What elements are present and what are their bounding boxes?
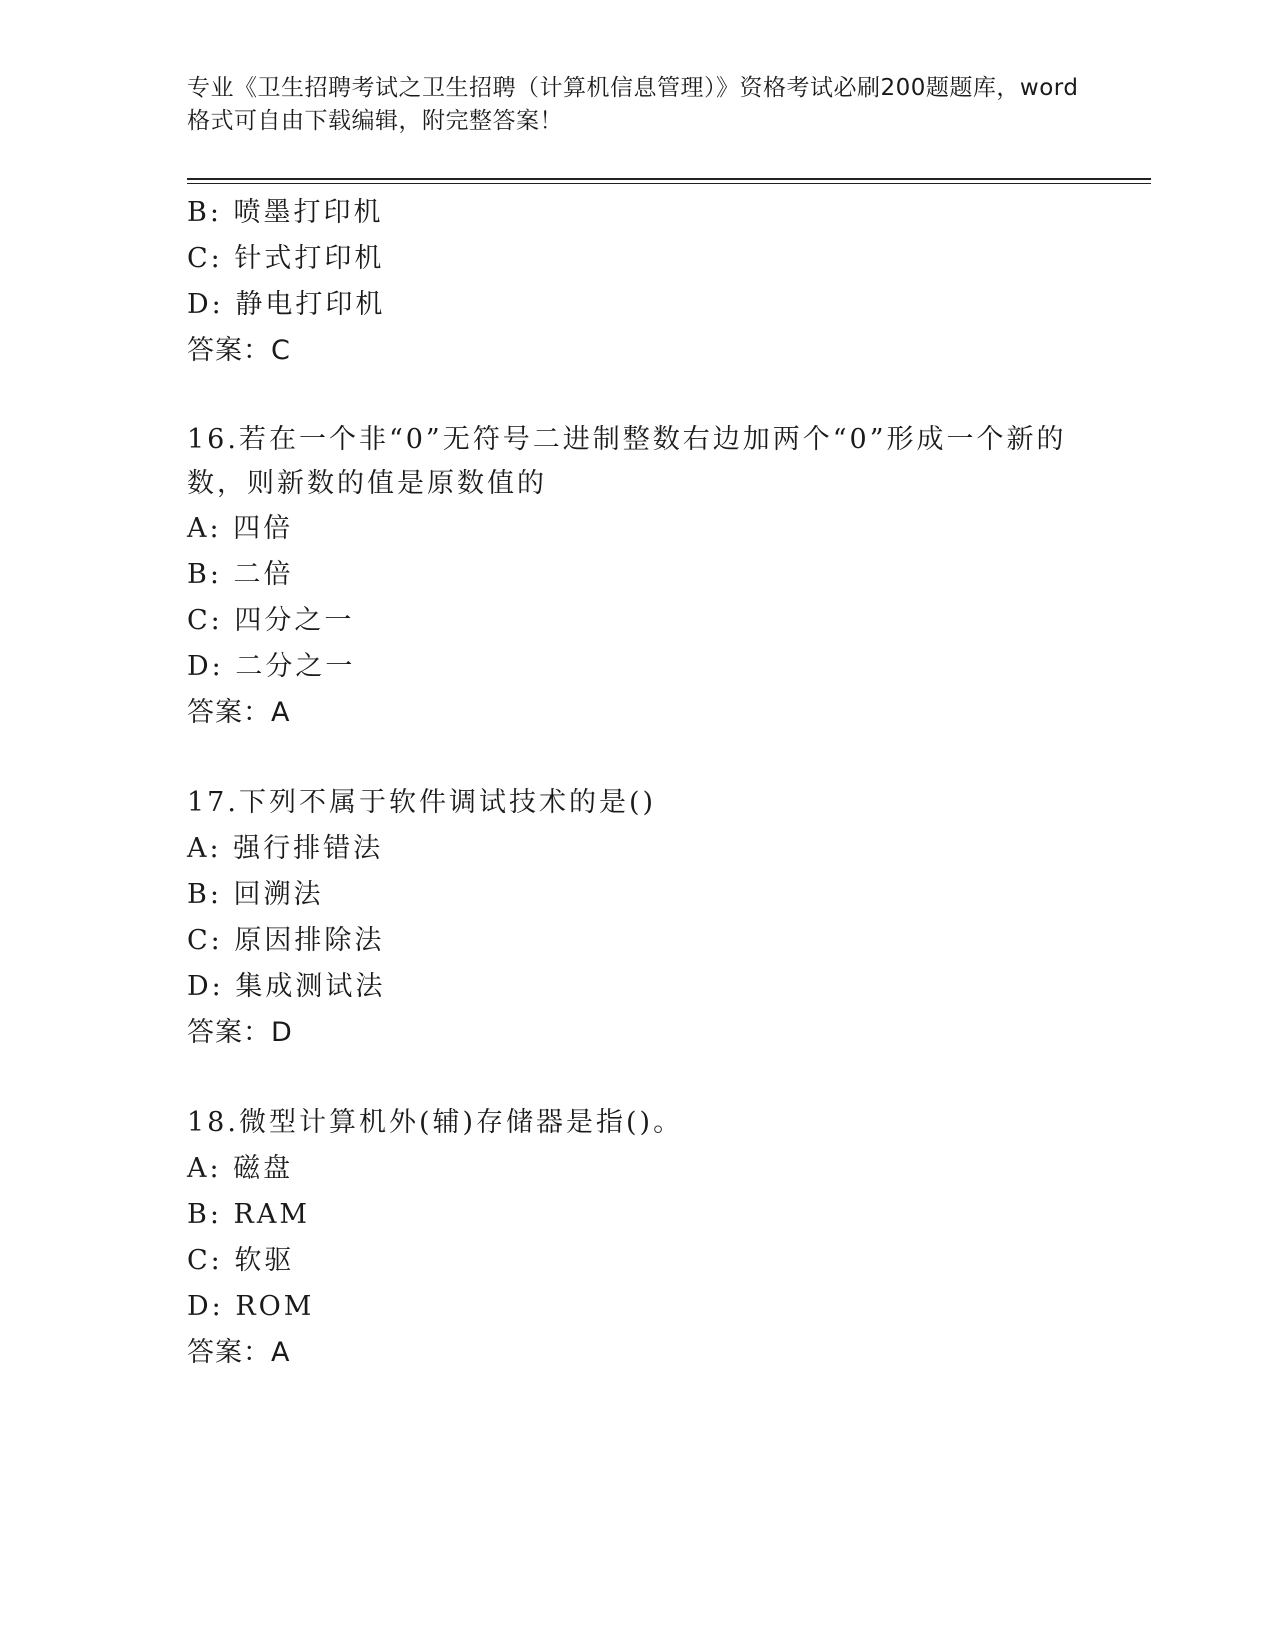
question-text: 17.下列不属于软件调试技术的是() xyxy=(187,787,657,818)
answer-line: 答案：A xyxy=(187,1337,291,1368)
answer-line: 答案：D xyxy=(187,1017,293,1048)
question-spacer xyxy=(187,1056,1087,1100)
option-d: D: ROM xyxy=(187,1291,315,1322)
option-b: B: 喷墨打印机 xyxy=(187,197,384,228)
option-b: B: RAM xyxy=(187,1199,310,1230)
option-a: A: 强行排错法 xyxy=(187,833,384,864)
question-18 xyxy=(187,1100,1087,1376)
option-c: C: 原因排除法 xyxy=(187,925,385,956)
question-spacer xyxy=(187,374,1087,418)
option-b: B: 二倍 xyxy=(187,559,294,590)
option-d: D: 静电打印机 xyxy=(187,289,386,320)
question-list xyxy=(187,190,1087,1376)
option-d: D: 集成测试法 xyxy=(187,971,386,1002)
option-a: A: 磁盘 xyxy=(187,1153,294,1184)
header-divider-thin xyxy=(187,183,1151,184)
question-15-continued xyxy=(187,190,1087,374)
header-divider-thick xyxy=(187,178,1151,180)
document-header: 专业《卫生招聘考试之卫生招聘（计算机信息管理）》资格考试必刷200题题库，word格式可自由下载编辑，附完整答案！ xyxy=(187,75,1079,134)
question-spacer xyxy=(187,736,1087,780)
option-c: C: 四分之一 xyxy=(187,605,355,636)
option-c: C: 针式打印机 xyxy=(187,243,385,274)
question-text: 16.若在一个非“0”无符号二进制整数右边加两个“0”形成一个新的数，则新数的值是原数值的 xyxy=(187,424,1067,499)
answer-line: 答案：A xyxy=(187,697,291,728)
option-c: C: 软驱 xyxy=(187,1245,295,1276)
option-a: A: 四倍 xyxy=(187,513,294,544)
option-b: B: 回溯法 xyxy=(187,879,324,910)
question-17 xyxy=(187,780,1087,1056)
question-16 xyxy=(187,418,1087,736)
option-d: D: 二分之一 xyxy=(187,651,356,682)
question-text: 18.微型计算机外(辅)存储器是指()。 xyxy=(187,1107,684,1138)
answer-line: 答案：C xyxy=(187,335,291,366)
